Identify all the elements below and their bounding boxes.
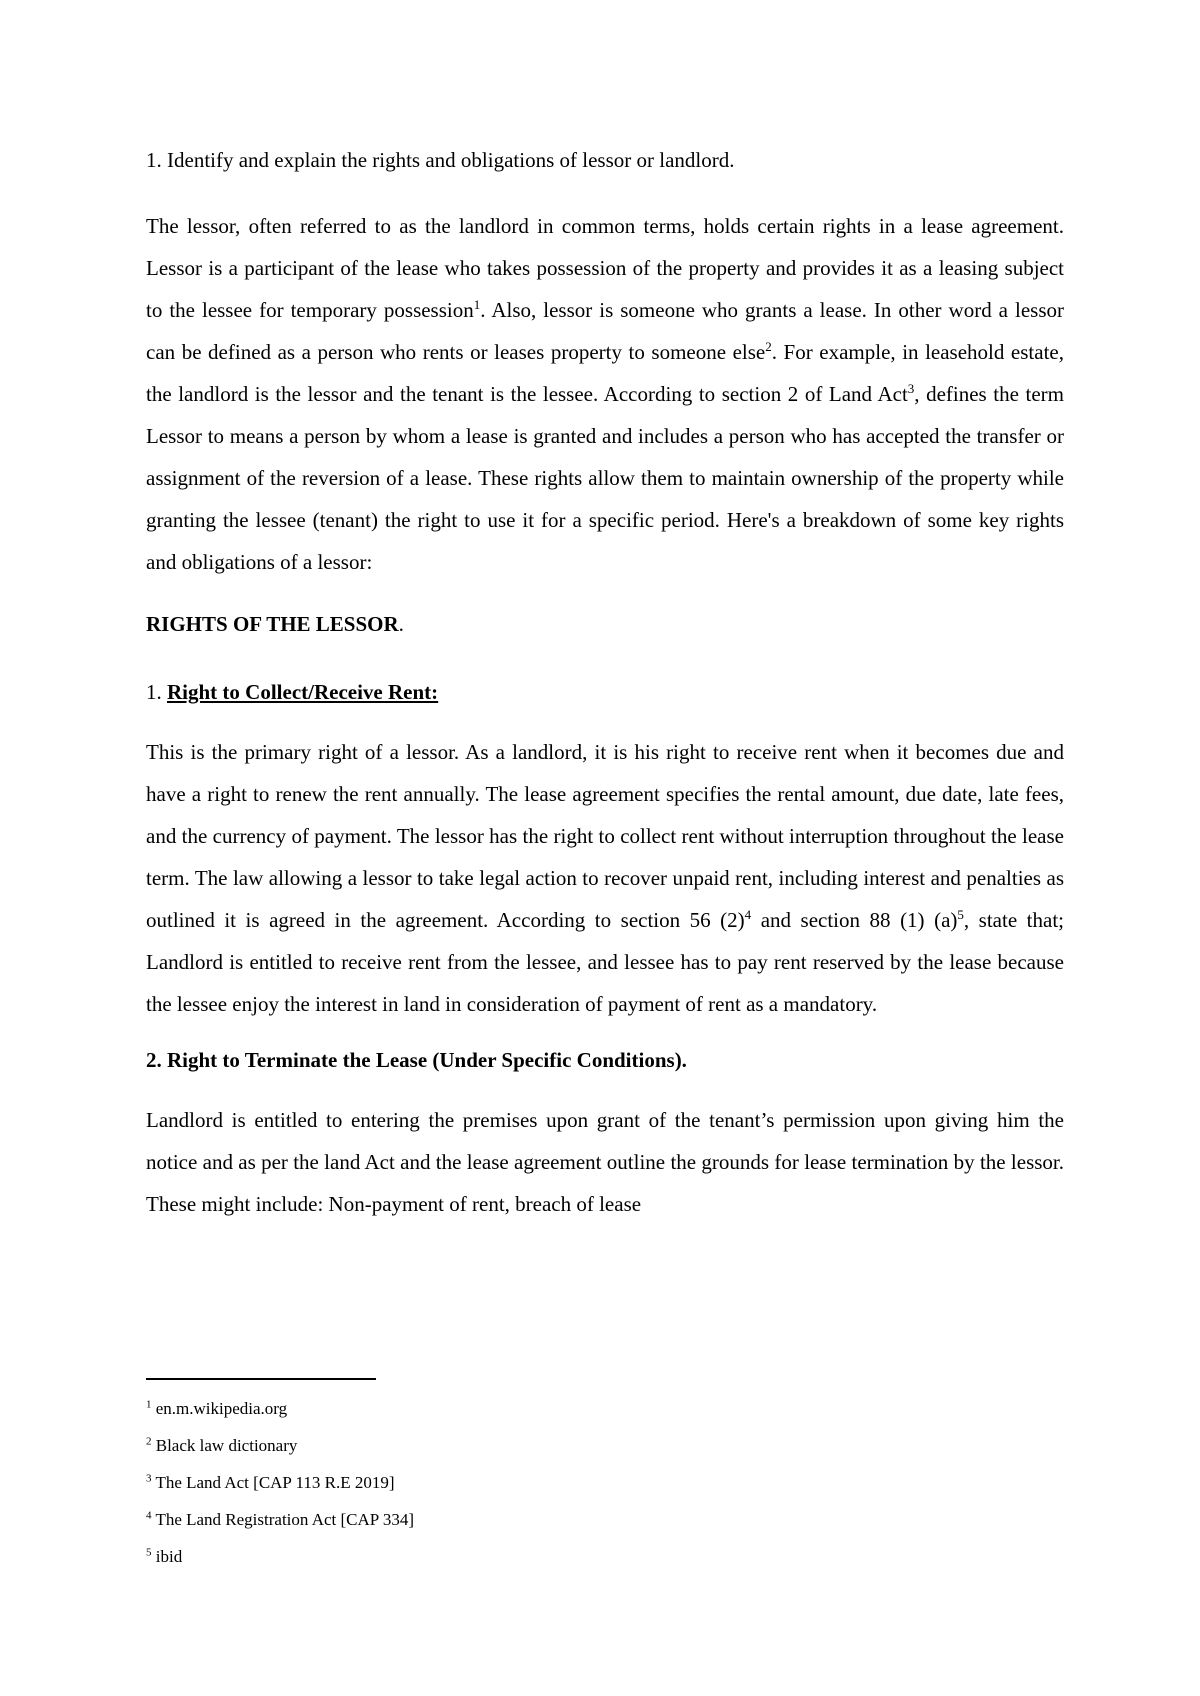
footnote-text: The Land Registration Act [CAP 334]	[151, 1510, 415, 1529]
right-1-text-1: This is the primary right of a lessor. As a landlord, it is his right to receive rent when it becomes due and have a right to renew the rent annually. The lease agreement specifies the rental amount, due date, late fees, and the currency of payment. The lessor has the right to collect rent without interruption throughout the lease term. The law allowing a lessor to take legal action to recover unpaid rent, including interest and penalties as outlined it is agreed in the agreement. According to section 56 (2)	[146, 740, 1064, 932]
intro-text-1: The lessor, often referred to as the landlord in common terms, holds certain rights in a lease agreement. Lessor is a participant of the lease who takes possession of the property and provides it as a leasing subject to the lessee for temporary possession	[146, 214, 1064, 322]
footnote-text: en.m.wikipedia.org	[151, 1399, 288, 1418]
footnote-ref-1: 1	[473, 297, 481, 312]
footnote-item	[146, 1390, 1064, 1427]
intro-paragraph	[146, 205, 1064, 583]
intro-text-3: . For example, in leasehold estate, the landlord is the lessor and the tenant is the lessee. According to section 2 of Land Act	[146, 340, 1064, 406]
right-1-text-3: , state that; Landlord is entitled to receive rent from the lessee, and lessee has to pay rent reserved by the lease because the lessee enjoy the interest in land in consideration of payment of rent as a mandatory.	[146, 908, 1064, 1016]
right-1-text-2: and section 88 (1) (a)	[751, 908, 958, 932]
section-heading-text: RIGHTS OF THE LESSOR	[146, 612, 399, 636]
question-heading: 1. Identify and explain the rights and obligations of lessor or landlord.	[146, 148, 735, 172]
footnote-ref-5: 5	[957, 907, 964, 922]
footnote-ref-3: 3	[907, 381, 915, 396]
footnote-item	[146, 1427, 1064, 1464]
right-2-heading	[146, 1035, 1064, 1085]
right-1-heading	[146, 667, 1064, 717]
footnote-mark: 2	[146, 1435, 152, 1448]
footnote-ref-2: 2	[765, 339, 772, 354]
intro-text-2: . Also, lessor is someone who grants a lease. In other word a lessor can be defined as a person who rents or leases property to someone else	[146, 298, 1064, 364]
footnote-mark: 4	[146, 1509, 152, 1522]
footnote-item	[146, 1538, 1064, 1575]
right-2-title: . Right to Terminate the Lease (Under Specific Conditions).	[156, 1048, 687, 1072]
footnote-mark: 5	[146, 1546, 152, 1559]
section-heading	[146, 599, 1064, 649]
footnote-text: ibid	[151, 1547, 183, 1566]
footnote-text: Black law dictionary	[151, 1436, 298, 1455]
footnote-text: The Land Act [CAP 113 R.E 2019]	[151, 1473, 395, 1492]
right-1-number: 1.	[146, 680, 167, 704]
document-body	[146, 145, 1064, 1225]
right-2-paragraph: Landlord is entitled to entering the premises upon grant of the tenant’s permission upon giving him the notice and as per the land Act and the lease agreement outline the grounds for lease termination by the lessor. These might include: Non-payment of rent, breach of lease	[146, 1108, 1064, 1216]
section-heading-period: .	[398, 612, 404, 636]
footnote-item	[146, 1464, 1064, 1501]
right-1-title: Right to Collect/Receive Rent:	[167, 680, 439, 704]
intro-text-4: , defines the term Lessor to means a person by whom a lease is granted and includes a person who has accepted the transfer or assignment of the reversion of a lease. These rights allow them to maintain ownership of the property while granting the lessee (tenant) the right to use it for a specific period. Here's a breakdown of some key rights and obligations of a lessor:	[146, 382, 1064, 574]
footnote-mark: 1	[146, 1398, 152, 1411]
footnote-separator	[146, 1378, 376, 1380]
right-1-paragraph	[146, 731, 1064, 1025]
footnote-item	[146, 1501, 1064, 1538]
footnote-ref-4: 4	[744, 907, 752, 922]
footnote-mark: 3	[146, 1472, 152, 1485]
right-2-number: 2	[146, 1048, 157, 1072]
footnotes-area	[146, 1378, 1064, 1575]
